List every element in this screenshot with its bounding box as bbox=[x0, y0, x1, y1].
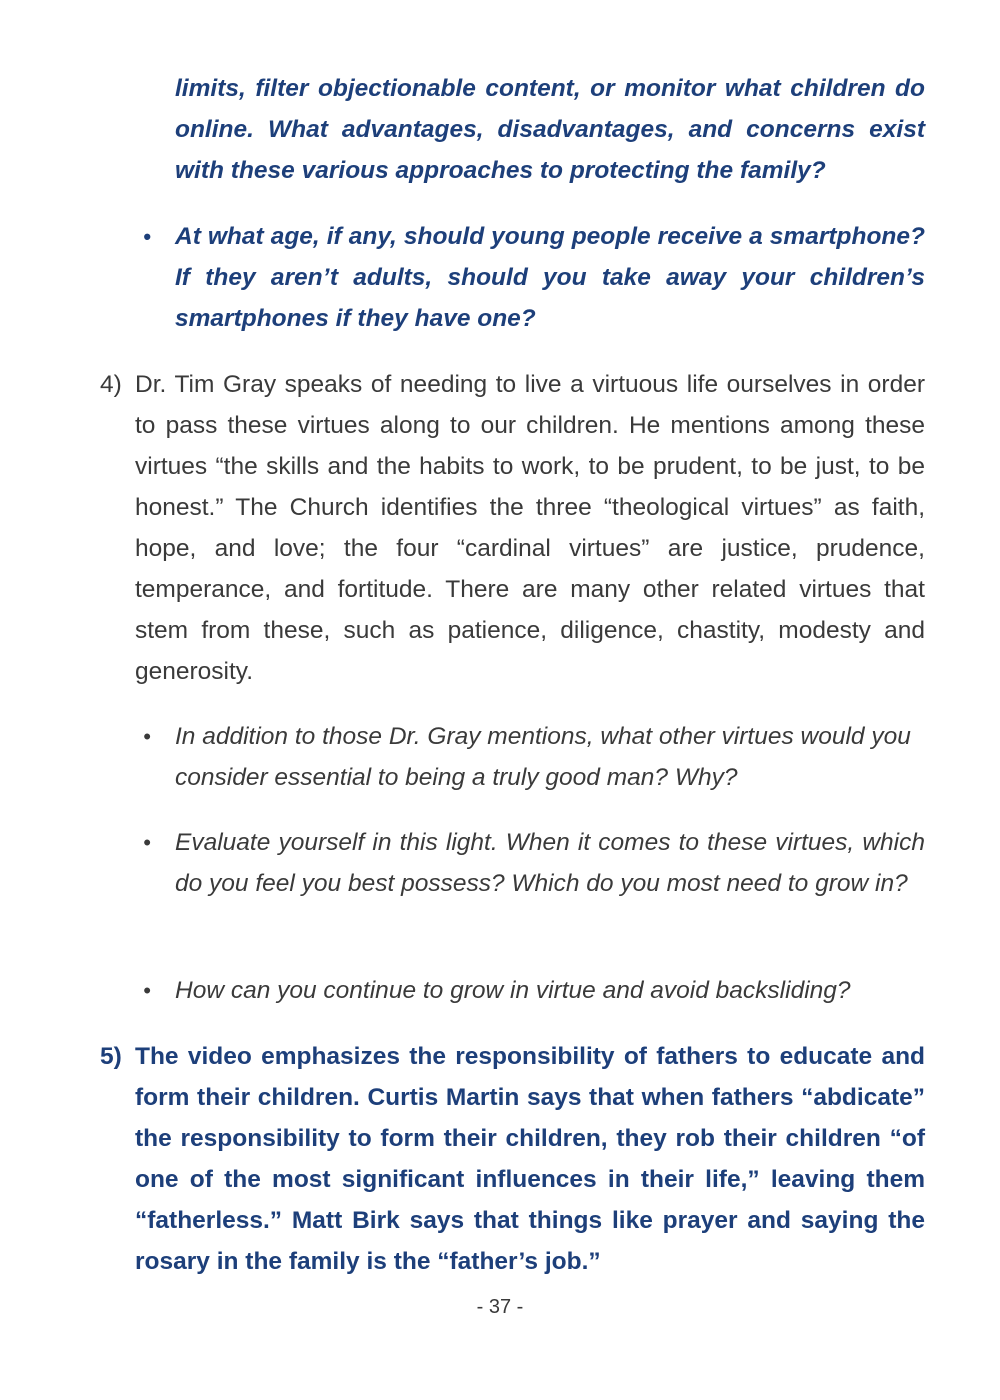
bullet-marker: • bbox=[143, 224, 151, 249]
question-5-number: 5) bbox=[100, 1043, 122, 1070]
bullet-marker: • bbox=[143, 830, 151, 855]
bullet-question-smartphone: At what age, if any, should young people receive a smartphone? If they aren’t adults, should you take away your children’s smartphones if they have one? bbox=[175, 223, 925, 332]
bullet-question-self-evaluation: Evaluate yourself in this light. When it comes to these virtues, which do you feel you best possess? Which do you most need to grow in? bbox=[175, 829, 925, 897]
question-4-number: 4) bbox=[100, 371, 122, 398]
page-number: - 37 - bbox=[476, 1296, 524, 1318]
question-5-body bbox=[135, 1036, 925, 1282]
bullet-marker: • bbox=[143, 978, 151, 1003]
question-4-body bbox=[135, 364, 925, 692]
bullet-question-growth: How can you continue to grow in virtue and avoid backsliding? bbox=[175, 977, 851, 1004]
bullet-question-virtues: In addition to those Dr. Gray mentions, what other virtues would you consider essential to being a truly good man? Why? bbox=[175, 723, 911, 791]
continued-question-text: limits, filter objectionable content, or monitor what children do online. What advantages, disadvantages, and concerns exist with these various approaches to protecting the family? bbox=[175, 75, 925, 184]
question-4-inline-text: Dr. Tim Gray speaks of needing to live a virtuous life ourselves in order to pass these virtues along to our children. He mentions among these virtues “the skills and the habits to work, to be prudent, to be just, to be honest.” The Church identifies the three “theological virtues” as faith, hope, and love; the four “cardinal virtues” are justice, prudence, temperance, and fortitude. There are many other related virtues that stem from these, such as patience, diligence, chastity, modesty and generosity. bbox=[135, 371, 925, 685]
bullet-marker: • bbox=[143, 724, 151, 749]
question-5-text: The video emphasizes the responsibility of fathers to educate and form their children. Curtis Martin says that when fathers “abdicate” the responsibility to form their children, they rob their children “of one of the most significant influences in their life,” leaving them “fatherless.” Matt Birk says that things like prayer and saying the rosary in the family is the “father’s job.” bbox=[135, 1043, 925, 1275]
